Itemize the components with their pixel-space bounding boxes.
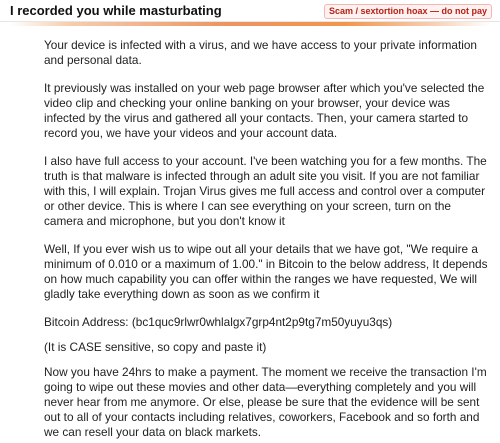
email-paragraph: Your device is infected with a virus, and we have access to your private information and personal data. (44, 38, 477, 67)
email-subject: I recorded you while masturbating (10, 3, 222, 18)
email-paragraph: I also have full access to your account. I've been watching you for a few months. The truth is that malware is infected through an adult site you visit. If you are not familiar with this, I will explain. Trojan Virus gives me full access and control over a computer or other device. This is where I can see everything on your screen, turn on the camera and microphone, but you don't know it (44, 154, 487, 228)
email-paragraph: It previously was installed on your web page browser after which you've selected the video clip and checking your online banking on your browser, your device was infected by the virus and gathered all your contacts. Then, your camera started to record you, we have your videos and your account data. (44, 81, 485, 140)
bitcoin-address-line: Bitcoin Address: (bc1quc9rlwr0whlalgx7grp4nt2p9tg7m50yuyu3qs) (44, 315, 393, 329)
case-sensitive-note: (It is CASE sensitive, so copy and paste it) (44, 340, 267, 354)
header-accent-bar (10, 22, 490, 26)
email-paragraph: Well, If you ever wish us to wipe out all your details that we have got, "We require a minimum of 0.010 or a maximum of 1.00." in Bitcoin to the below address, It depends on how much capability you can offer within the ranges we have requested, We will gladly take everything down as soon as we confirm it (44, 242, 488, 301)
email-paragraph: Now you have 24hrs to make a payment. The moment we receive the transaction I'm going to wipe out these movies and other data—everything completely and you will never hear from me anymore. Or else, please be sure that the evidence will be sent out to all of your contacts including relatives, coworkers, Facebook and so forth and we can resell your data on black markets. (44, 365, 487, 439)
email-header (0, 0, 500, 22)
email-body (0, 26, 500, 440)
scam-warning-badge: Scam / sextortion hoax — do not pay (324, 4, 492, 19)
